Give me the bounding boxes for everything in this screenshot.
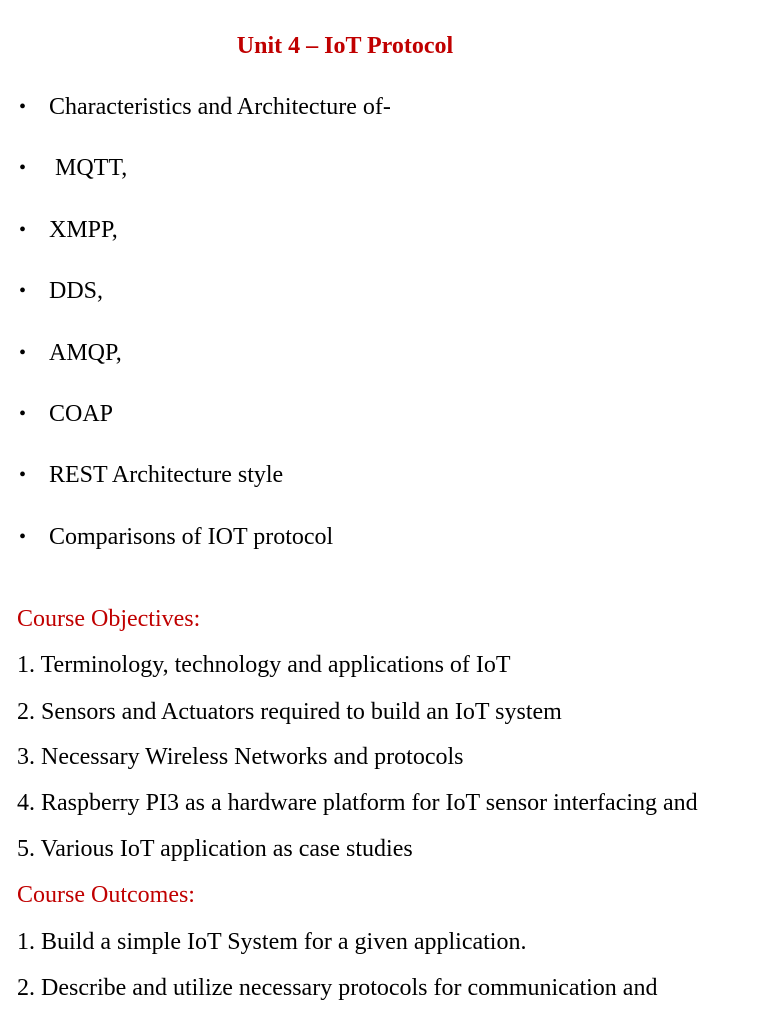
course-outcomes-heading: Course Outcomes: xyxy=(17,882,195,908)
page-title: Unit 4 – IoT Protocol xyxy=(236,33,454,59)
bullet-icon: • xyxy=(19,341,27,364)
list-item-text: XMPP, xyxy=(49,216,118,243)
course-objectives-heading: Course Objectives: xyxy=(17,606,201,632)
bullet-icon: • xyxy=(19,280,27,303)
bullet-icon: • xyxy=(19,218,27,241)
objective-item: 2. Sensors and Actuators required to build an IoT system xyxy=(17,699,562,725)
list-item-text: AMQP, xyxy=(49,339,122,366)
outcome-item: 2. Describe and utilize necessary protocols for communication and xyxy=(17,975,658,1001)
list-item-text: DDS, xyxy=(49,278,104,305)
objective-item: 4. Raspberry PI3 as a hardware platform for IoT sensor interfacing and xyxy=(17,790,698,816)
objective-item: 5. Various IoT application as case studies xyxy=(17,836,413,862)
objective-item: 3. Necessary Wireless Networks and protocols xyxy=(17,744,464,770)
outcome-item: 1. Build a simple IoT System for a given application. xyxy=(17,929,527,955)
list-item-text: MQTT, xyxy=(55,155,128,182)
list-item-text: REST Architecture style xyxy=(49,462,284,489)
bullet-icon: • xyxy=(19,402,27,425)
list-item-text: Comparisons of IOT protocol xyxy=(49,523,334,550)
bullet-icon: • xyxy=(19,96,27,118)
bullet-icon: • xyxy=(19,464,27,487)
objective-item: 1. Terminology, technology and applications of IoT xyxy=(17,652,511,678)
bullet-icon: • xyxy=(19,157,27,180)
list-item-text: Characteristics and Architecture of- xyxy=(49,94,391,120)
list-item-text: COAP xyxy=(49,400,114,427)
bullet-icon: • xyxy=(19,525,27,548)
